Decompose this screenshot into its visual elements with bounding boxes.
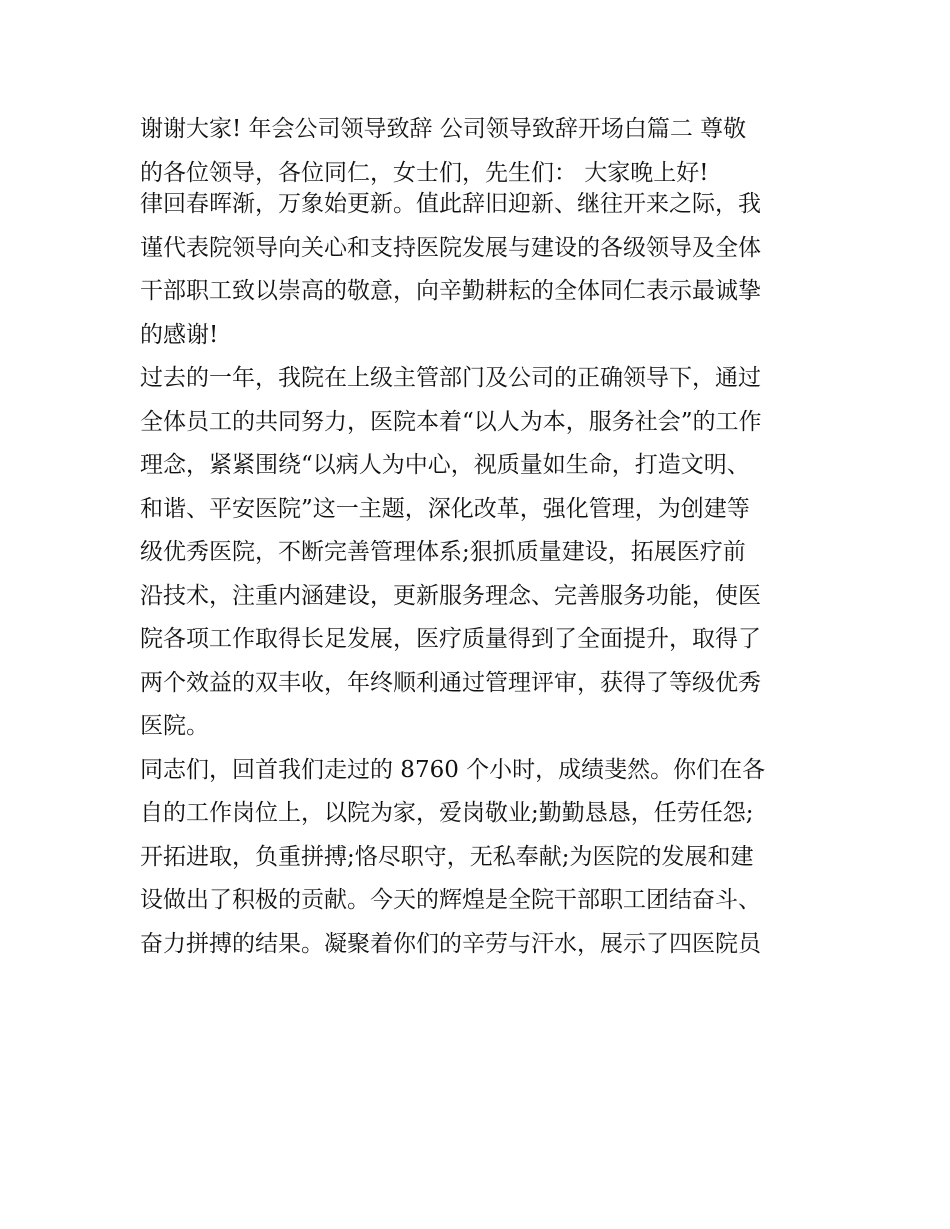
text-line: 全体员工的共同努力，医院本着“以人为本，服务社会”的工作 (140, 408, 762, 435)
text-line: 过去的一年，我院在上级主管部门及公司的正确领导下，通过 (140, 365, 761, 391)
text-line: 奋力拼搏的结果。凝聚着你们的辛劳与汗水，展示了四医院员 (140, 930, 761, 957)
text-line: 律回春晖渐，万象始更新。值此辞旧迎新、继往开来之际，我 (140, 191, 761, 217)
text-line: 的感谢! (140, 321, 219, 348)
text-line: 开拓进取，负重拼搏;恪尽职守，无私奉献;为医院的发展和建 (140, 843, 754, 870)
text-line: 院各项工作取得长足发展，医疗质量得到了全面提升，取得了 (140, 626, 761, 652)
text-line: 同志们，回首我们走过的 8760 个小时，成绩斐然。你们在各 (140, 756, 766, 783)
text-line: 谢谢大家! 年会公司领导致辞 公司领导致辞开场白篇二 尊敬 (140, 116, 747, 142)
text-line: 医院。 (140, 713, 209, 739)
text-line: 的各位领导，各位同仁，女士们，先生们： 大家晚上好! (140, 159, 709, 186)
text-line: 两个效益的双丰收，年终顺利通过管理评审，获得了等级优秀 (140, 669, 761, 696)
text-line: 理念，紧紧围绕“以病人为中心，视质量如生命，打造文明、 (140, 452, 750, 478)
text-line: 和谐、平安医院”这一主题，深化改革，强化管理，为创建等 (140, 495, 750, 522)
text-line: 设做出了积极的贡献。今天的辉煌是全院干部职工团结奋斗、 (140, 887, 761, 913)
text-line: 自的工作岗位上，以院为家，爱岗敬业;勤勤恳恳，任劳任怨; (140, 800, 754, 826)
text-line: 干部职工致以崇高的敬意，向辛勤耕耘的全体同仁表示最诚挚 (140, 278, 761, 304)
document-body (140, 108, 820, 966)
text-line: 沿技术，注重内涵建设，更新服务理念、完善服务功能，使医 (140, 582, 761, 609)
text-line: 级优秀医院，不断完善管理体系;狠抓质量建设，拓展医疗前 (140, 539, 746, 565)
text-line: 谨代表院领导向关心和支持医院发展与建设的各级领导及全体 (140, 234, 761, 261)
